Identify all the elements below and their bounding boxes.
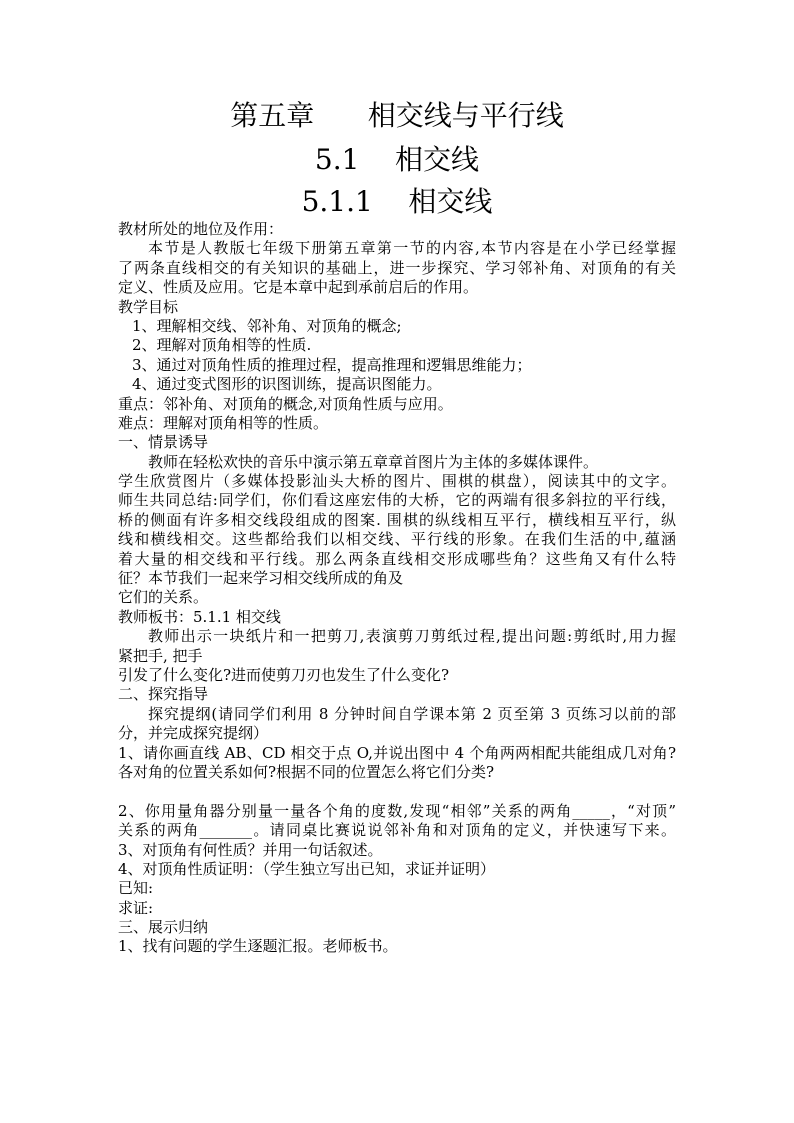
paragraph-line: 了两条直线相交的有关知识的基础上，进一步探究、学习邻补角、对顶角的有关 xyxy=(118,258,676,277)
document-body xyxy=(118,220,676,957)
paragraph-line: 定义、性质及应用。它是本章中起到承前启后的作用。 xyxy=(118,278,479,297)
question-line: 1、请你画直线 AB、CD 相交于点 O,并说出图中 4 个角两两相配共能组成几对角? xyxy=(118,743,676,762)
paragraph-line: 1、找有问题的学生逐题汇报。老师板书。 xyxy=(118,937,398,956)
paragraph-line: 教师在轻松欢快的音乐中演示第五章章首图片为主体的多媒体课件。 xyxy=(148,452,599,471)
paragraph-line: 师生共同总结:同学们，你们看这座宏伟的大桥，它的两端有很多斜拉的平行线， xyxy=(118,491,676,510)
paragraph-line: 学生欣赏图片（多媒体投影汕头大桥的图片、围棋的棋盘），阅读其中的文字。 xyxy=(118,472,676,491)
board-note: 教师板书：5.1.1 相交线 xyxy=(118,607,281,626)
section-label: 教学目标 xyxy=(118,297,179,316)
paragraph-line: 紧把手, 把手 xyxy=(118,646,203,665)
paragraph-line: 教材所处的地位及作用： xyxy=(118,220,284,238)
paragraph-line: 着大量的相交线和平行线。那么两条直线相交形成哪些角？这些角又有什么特 xyxy=(118,549,676,568)
paragraph-line: 教师出示一块纸片和一把剪刀,表演剪刀剪纸过程,提出问题:剪纸时,用力握 xyxy=(148,627,676,646)
question-line: 3、对顶角有何性质？并用一句话叙述。 xyxy=(118,840,383,859)
section-heading: 二、探究指导 xyxy=(118,685,209,704)
given-label: 已知: xyxy=(118,879,154,898)
paragraph-line: 探究提纲(请同学们利用 8 分钟时间自学课本第 2 页至第 3 页练习以前的部 xyxy=(148,704,676,723)
question-line: 4、对顶角性质证明：（学生独立写出已知，求证并证明） xyxy=(118,859,496,878)
difficult-point: 难点：理解对顶角相等的性质。 xyxy=(118,413,329,432)
paragraph-line: 本节是人教版七年级下册第五章第一节的内容,本节内容是在小学已经掌握 xyxy=(148,239,676,258)
paragraph-line: 它们的关系。 xyxy=(118,588,209,607)
paragraph-line: 引发了什么变化?进而使剪刀刃也发生了什么变化? xyxy=(118,665,450,684)
blank-line xyxy=(118,782,676,801)
list-item: 3、通过对顶角性质的推理过程，提高推理和逻辑思维能力； xyxy=(132,355,532,374)
section-heading: 一、情景诱导 xyxy=(118,433,209,452)
paragraph-line: 征？本节我们一起来学习相交线所成的角及 xyxy=(118,569,404,588)
subsection-title: 5.1.1 相交线 xyxy=(301,185,493,218)
chapter-title: 第五章 相交线与平行线 xyxy=(230,99,564,132)
paragraph-line: 线和横线相交。这些都给我们以相交线、平行线的形象。在我们生活的中,蕴涵 xyxy=(118,530,676,549)
prove-label: 求证: xyxy=(118,898,154,917)
section-title: 5.1 相交线 xyxy=(314,143,480,176)
key-point: 重点：邻补角、对顶角的概念,对顶角性质与应用。 xyxy=(118,394,453,413)
paragraph-line: 分，并完成探究提纲） xyxy=(118,724,269,743)
list-item: 2、理解对顶角相等的性质. xyxy=(132,336,312,355)
list-item: 4、通过变式图形的识图训练，提高识图能力。 xyxy=(132,375,442,394)
question-line: 2、你用量角器分别量一量各个角的度数,发现“相邻”关系的两角_____，“对顶” xyxy=(118,801,676,820)
question-line: 各对角的位置关系如何?根据不同的位置怎么将它们分类? xyxy=(118,762,495,781)
section-heading: 三、展示归纳 xyxy=(118,918,209,937)
paragraph-line: 桥的侧面有许多相交线段组成的图案. 围棋的纵线相互平行，横线相互平行，纵 xyxy=(118,510,676,529)
list-item: 1、理解相交线、邻补角、对顶角的概念; xyxy=(132,316,402,335)
question-line: 关系的两角_______。请同桌比赛说说邻补角和对顶角的定义，并快速写下来。 xyxy=(118,821,676,840)
